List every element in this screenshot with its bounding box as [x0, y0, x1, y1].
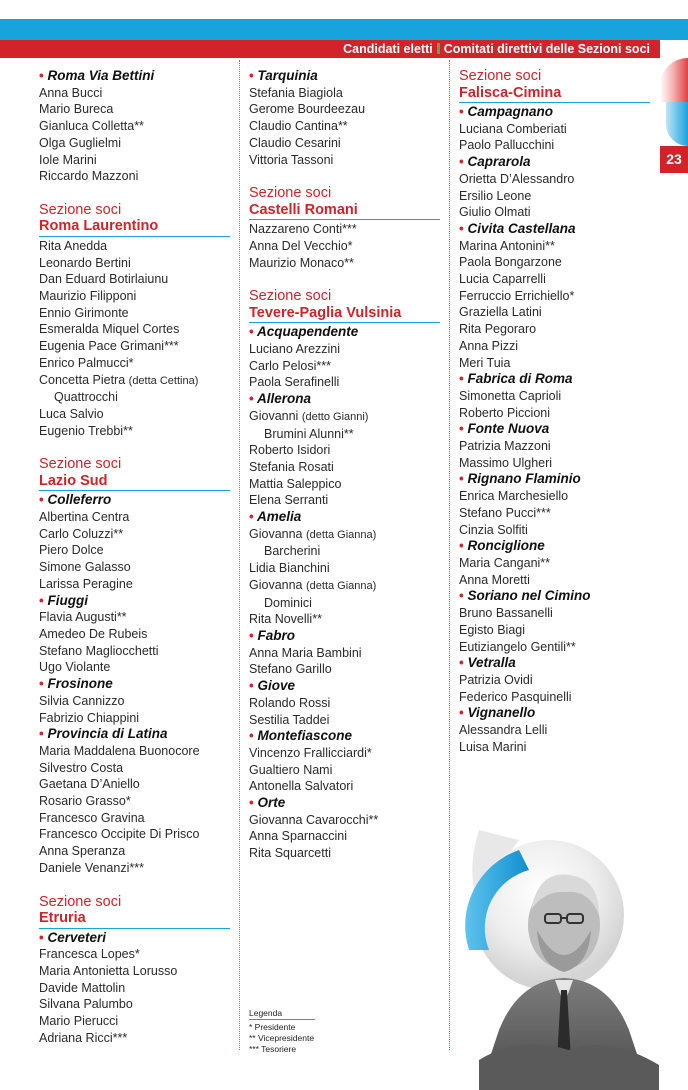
location-title: Tarquinia [257, 68, 318, 83]
portrait-illustration [459, 830, 688, 1090]
location-heading [39, 676, 230, 693]
bullet: • [249, 795, 254, 811]
member-name: Stefania Rosati [249, 459, 334, 474]
member-name: Albertina Centra [39, 510, 130, 525]
member-name: Patrizia Mazzoni [459, 439, 551, 454]
member-name: Anna Maria Bambini [249, 645, 362, 660]
section-heading [39, 202, 230, 237]
member-name: Riccardo Mazzoni [39, 169, 139, 184]
bullet: • [459, 471, 464, 487]
bullet: • [249, 509, 254, 525]
names-list [39, 85, 230, 185]
names-list [39, 238, 230, 372]
member-name: Fabrizio Chiappini [39, 710, 140, 725]
member-name: Larissa Peragine [39, 576, 133, 591]
names-list [249, 442, 440, 509]
member-name: Orietta D’Alessandro [459, 171, 575, 186]
member-name: Vincenzo Frallicciardi* [249, 745, 372, 760]
member-name: Enrica Marchesiello [459, 489, 569, 504]
member-name: Maurizio Monaco** [249, 255, 354, 270]
member-name: Paola Serafinelli [249, 375, 340, 390]
member-name: Luisa Marini [459, 739, 527, 754]
location-title: Vetralla [467, 655, 516, 671]
member-name: Anna Del Vecchio* [249, 238, 353, 253]
member-name: Vittoria Tassoni [249, 152, 334, 167]
location-title: Caprarola [467, 154, 531, 170]
column-divider [449, 60, 450, 1050]
names-list [249, 341, 440, 391]
section-label: Sezione soci [249, 288, 332, 305]
bullet: • [459, 655, 464, 671]
location-title: Giove [257, 678, 296, 694]
member-name: Iole Marini [39, 152, 97, 167]
decorative-blue-shape [666, 102, 688, 146]
column-1 [39, 68, 230, 1046]
member-name: Meri Tuia [459, 355, 511, 370]
portrait-photo [459, 830, 688, 1090]
location-title: Fabro [257, 627, 296, 643]
location-heading [249, 728, 440, 745]
member-name: Maria Maddalena Buonocore [39, 743, 200, 758]
location-heading [249, 678, 440, 695]
member-name: Silvana Palumbo [39, 997, 133, 1012]
location-heading [39, 726, 230, 743]
location-heading [249, 391, 440, 408]
member-name: Giovanna (detta Gianna) [249, 577, 377, 592]
location-title: Civita Castellana [467, 220, 576, 236]
member-name: Francesco Gravina [39, 810, 145, 825]
member-name: Rita Novelli** [249, 612, 322, 627]
member-name: Anna Sparnaccini [249, 829, 347, 844]
member-name: Paola Bongarzone [459, 255, 562, 270]
column-divider [239, 60, 240, 1050]
location-heading [39, 68, 230, 85]
location-heading [459, 221, 650, 238]
member-name: Rita Pegoraro [459, 322, 537, 337]
location-heading [39, 593, 230, 610]
location-title: Fabrica di Roma [467, 371, 573, 387]
section-label: Sezione soci [39, 893, 122, 910]
member-name: Roberto Isidori [249, 443, 331, 458]
member-name: Anna Bucci [39, 85, 103, 100]
legend-item: * Presidente [249, 1022, 296, 1032]
bullet: • [39, 929, 44, 945]
member-name: Luciano Arezzini [249, 342, 341, 357]
member-name: Rita Squarcetti [249, 846, 331, 861]
location-title: Soriano nel Cimino [467, 588, 591, 604]
location-heading [249, 509, 440, 526]
member-name: Mario Pierucci [39, 1014, 119, 1029]
member-name: Simone Galasso [39, 560, 131, 575]
member-name: Lidia Bianchini [249, 561, 330, 576]
member-name: Olga Guglielmi [39, 135, 121, 150]
bullet: • [249, 68, 254, 83]
bullet: • [459, 371, 464, 387]
names-list [249, 85, 440, 169]
member-name-continued: Brumini Alunni** [264, 426, 354, 441]
header-blue-band [0, 19, 688, 40]
member-name: Antonella Salvatori [249, 779, 354, 794]
member-name: Claudio Cesarini [249, 135, 341, 150]
member-name: Rolando Rossi [249, 695, 331, 710]
bullet: • [249, 324, 254, 340]
member-name: Elena Serranti [249, 493, 329, 508]
location-title: Cerveteri [47, 929, 107, 945]
member-name: Anna Pizzi [459, 338, 519, 353]
member-name: Concetta Pietra (detta Cettina) [39, 372, 199, 387]
member-name: Flavia Augusti** [39, 610, 127, 625]
location-title: Montefiascone [257, 728, 353, 744]
member-name: Piero Dolce [39, 543, 104, 558]
section-title: Etruria [39, 910, 86, 927]
member-name: Giovanna (detta Gianna) [249, 526, 377, 541]
member-name: Carlo Pelosi*** [249, 358, 331, 373]
column-3 [459, 68, 650, 755]
member-name: Daniele Venanzi*** [39, 860, 144, 875]
member-name: Gerome Bourdeezau [249, 102, 366, 117]
bullet: • [459, 538, 464, 554]
member-name: Gaetana D’Aniello [39, 777, 140, 792]
member-name: Claudio Cantina** [249, 119, 348, 134]
member-name: Dan Eduard Botirlaiunu [39, 272, 169, 287]
member-name: Gualtiero Nami [249, 762, 333, 777]
location-title: Roma Via Bettini [47, 68, 155, 83]
section-title: Roma Laurentino [39, 218, 159, 235]
member-name: Francesco Occipite Di Prisco [39, 827, 200, 842]
bullet: • [249, 391, 254, 407]
member-name: Luciana Comberiati [459, 121, 567, 136]
location-heading [249, 795, 440, 812]
member-name: Nazzareno Conti*** [249, 222, 357, 237]
member-name: Eugenio Trebbi** [39, 423, 133, 438]
member-name: Mario Bureca [39, 102, 114, 117]
location-groups [459, 104, 650, 755]
location-title: Amelia [256, 509, 302, 525]
section-title: Lazio Sud [39, 472, 108, 489]
member-name: Silvestro Costa [39, 760, 124, 775]
member-name: Giulio Olmati [459, 205, 531, 220]
section-title: Castelli Romani [249, 201, 358, 218]
bullet: • [39, 592, 44, 608]
bullet: • [249, 678, 254, 694]
member-name-continued: Dominici [264, 595, 312, 610]
location-heading [249, 628, 440, 645]
section-label: Sezione soci [39, 201, 122, 218]
location-heading [459, 588, 650, 605]
member-name: Francesca Lopes* [39, 947, 140, 962]
member-name: Egisto Biagi [459, 622, 526, 637]
member-name: Roberto Piccioni [459, 405, 551, 420]
header-right-label: Comitati direttivi delle Sezioni soci [443, 42, 650, 56]
legend-title: Legenda [249, 1008, 315, 1020]
member-name: Ersilio Leone [459, 188, 532, 203]
member-name: Maurizio Filipponi [39, 289, 137, 304]
member-name: Esmeralda Miquel Cortes [39, 322, 180, 337]
member-name: Maria Antonietta Lorusso [39, 963, 178, 978]
bullet: • [459, 154, 464, 170]
page-number: 23 [660, 146, 688, 173]
member-name: Adriana Ricci*** [39, 1030, 128, 1045]
member-name-continued: Barcherini [264, 544, 321, 559]
names-list [249, 221, 440, 271]
location-heading [459, 655, 650, 672]
bullet: • [459, 104, 464, 119]
member-name: Eugenia Pace Grimani*** [39, 339, 179, 354]
member-name: Graziella Latini [459, 305, 542, 320]
member-name: Davide Mattolin [39, 980, 126, 995]
bullet: • [39, 68, 44, 83]
location-title: Rignano Flaminio [467, 471, 581, 487]
location-title: Vignanello [467, 705, 536, 721]
member-name: Massimo Ulgheri [459, 455, 553, 470]
location-heading [459, 471, 650, 488]
bullet: • [459, 421, 464, 437]
section-title: Falisca-Cimina [459, 84, 562, 101]
decorative-red-shape [660, 58, 688, 102]
member-name: Stefano Pucci*** [459, 505, 551, 520]
member-name: Cinzia Solfiti [459, 522, 528, 537]
location-groups [249, 628, 440, 862]
section-heading [249, 185, 440, 220]
member-name: Anna Moretti [459, 572, 530, 587]
member-name: Rita Anedda [39, 238, 108, 253]
member-name-continued: Quattrocchi [54, 390, 118, 405]
member-name: Silvia Cannizzo [39, 693, 125, 708]
header-left-label: Candidati eletti [343, 42, 433, 56]
member-name: Federico Pasquinelli [459, 689, 572, 704]
legend [249, 1008, 369, 1055]
member-name: Rosario Grasso* [39, 794, 131, 809]
member-name: Patrizia Ovidi [459, 672, 533, 687]
section-label: Sezione soci [459, 68, 542, 84]
location-heading [459, 705, 650, 722]
bullet: • [249, 728, 254, 744]
bullet: • [459, 220, 464, 236]
location-groups [39, 930, 230, 1047]
location-title: Fiuggi [47, 592, 88, 608]
member-name: Bruno Bassanelli [459, 606, 553, 621]
member-name: Mattia Saleppico [249, 476, 342, 491]
header-separator [437, 43, 440, 54]
member-name: Giovanna Cavarocchi** [249, 812, 379, 827]
section-title: Tevere-Paglia Vulsinia [249, 304, 402, 321]
member-name: Giovanni (detto Gianni) [249, 408, 369, 423]
location-groups [39, 492, 230, 876]
page-header [343, 40, 650, 58]
bullet: • [39, 492, 44, 508]
legend-item: *** Tesoriere [249, 1044, 297, 1054]
member-name: Anna Speranza [39, 844, 126, 859]
member-name: Luca Salvio [39, 406, 104, 421]
location-heading [249, 68, 440, 85]
location-title: Frosinone [47, 676, 113, 692]
member-name: Stefano Magliocchetti [39, 643, 159, 658]
bullet: • [249, 627, 254, 643]
member-name: Eutiziangelo Gentili** [459, 639, 576, 654]
bullet: • [459, 705, 464, 721]
location-heading [459, 154, 650, 171]
section-heading [39, 456, 230, 491]
member-name: Enrico Palmucci* [39, 355, 134, 370]
location-title: Colleferro [47, 492, 112, 508]
member-name: Maria Cangani** [459, 555, 551, 570]
section-label: Sezione soci [249, 185, 332, 202]
location-heading [39, 930, 230, 947]
bullet: • [459, 588, 464, 604]
names-list [39, 406, 230, 439]
location-heading [459, 538, 650, 555]
section-label: Sezione soci [39, 456, 122, 473]
location-title: Orte [257, 795, 286, 811]
section-heading [249, 288, 440, 323]
location-heading [249, 324, 440, 341]
location-heading [459, 371, 650, 388]
member-name: Gianluca Colletta** [39, 119, 144, 134]
member-name: Simonetta Caprioli [459, 388, 562, 403]
location-title: Allerona [256, 391, 311, 407]
member-name: Carlo Coluzzi** [39, 526, 124, 541]
member-name: Stefano Garillo [249, 662, 332, 677]
member-name: Lucia Caparrelli [459, 272, 546, 287]
location-heading [459, 104, 650, 121]
location-heading [459, 421, 650, 438]
member-name: Sestilia Taddei [249, 712, 330, 727]
member-name: Ferruccio Errichiello* [459, 288, 575, 303]
member-name: Ennio Girimonte [39, 305, 129, 320]
member-name: Marina Antonini** [459, 238, 555, 253]
legend-item: ** Vicepresidente [249, 1033, 315, 1043]
member-name: Leonardo Bertini [39, 255, 131, 270]
location-title: Provincia di Latina [47, 726, 168, 742]
member-name: Ugo Violante [39, 660, 111, 675]
location-title: Fonte Nuova [467, 421, 550, 437]
member-name: Amedeo De Rubeis [39, 626, 148, 641]
section-heading [459, 68, 650, 103]
member-name: Paolo Pallucchini [459, 138, 555, 153]
bullet: • [39, 676, 44, 692]
location-heading [39, 492, 230, 509]
location-title: Campagnano [467, 104, 554, 119]
member-name: Stefania Biagiola [249, 85, 343, 100]
column-2 [249, 68, 440, 862]
bullet: • [39, 726, 44, 742]
location-title: Ronciglione [467, 538, 545, 554]
location-title: Acquapendente [256, 324, 359, 340]
member-name: Alessandra Lelli [459, 723, 548, 738]
section-heading [39, 894, 230, 929]
